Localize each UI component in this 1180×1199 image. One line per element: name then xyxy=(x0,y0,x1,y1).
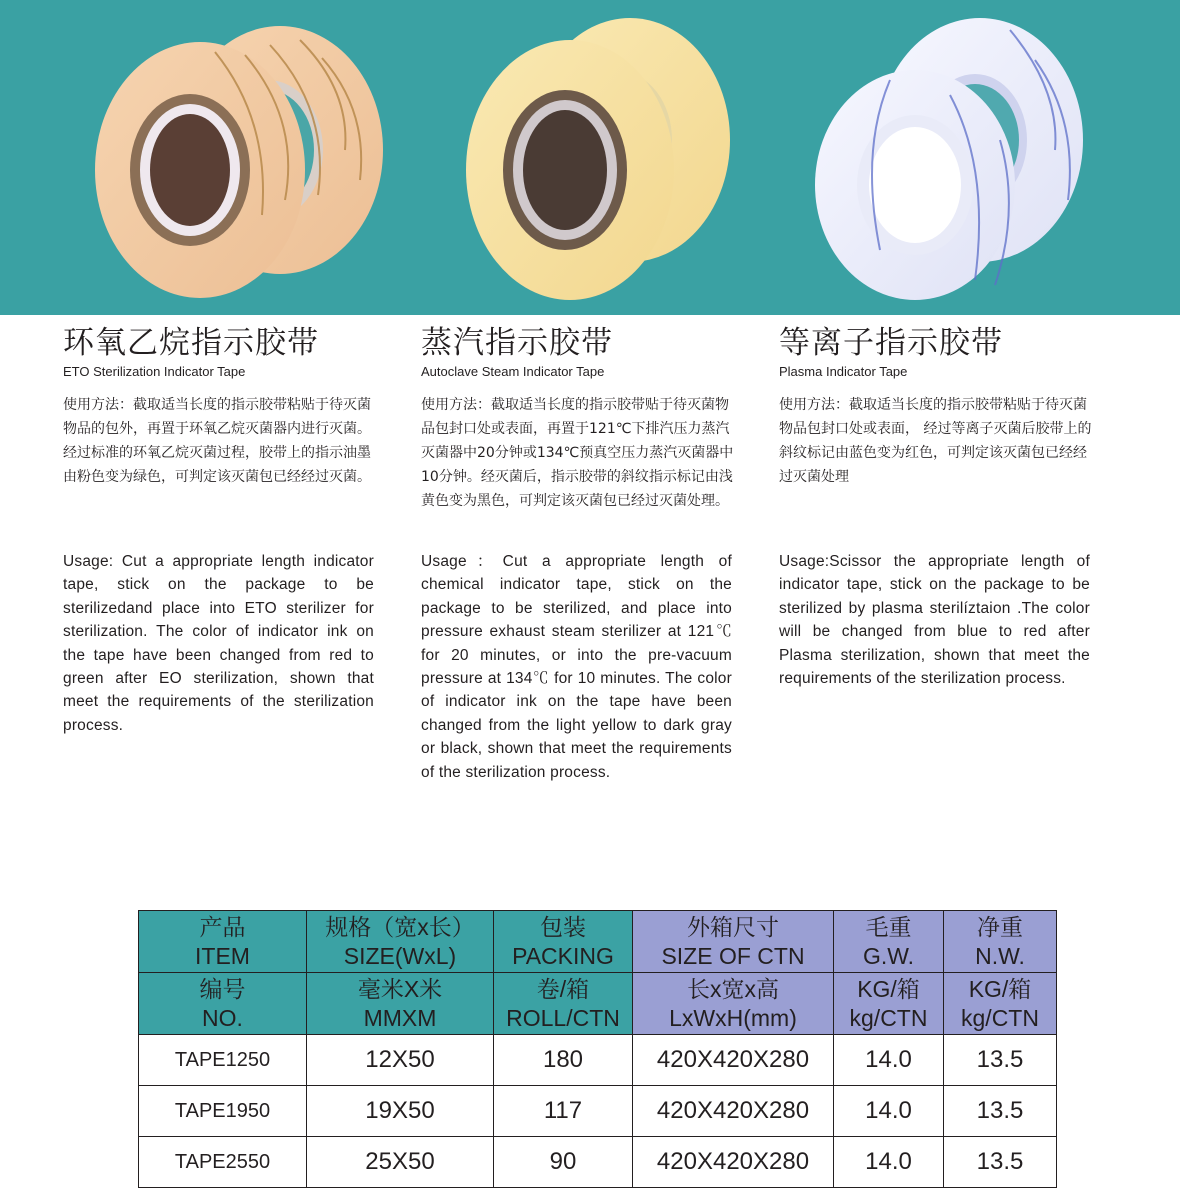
header-cell: 净重 N.W. xyxy=(944,911,1057,973)
product-photo-banner xyxy=(0,0,1180,315)
usage-en: Usage: Cut a appropriate length indicator tape, stick on the package to be sterilizedand place into ETO sterilizer for sterilization. The color of indicator ink on the tape have been changed from red to green after EO sterilization, shown that meet the requirements of the sterilization process. xyxy=(63,553,374,734)
header-cell: 长x宽x高 LxWxH(mm) xyxy=(633,973,834,1035)
cell-size: 19X50 xyxy=(307,1086,494,1137)
plasma-tape-rolls xyxy=(815,18,1083,300)
cell-packing: 117 xyxy=(494,1086,633,1137)
table-row xyxy=(139,1035,1057,1086)
cell-net-weight: 13.5 xyxy=(944,1035,1057,1086)
cell-item-no: TAPE1950 xyxy=(139,1086,307,1137)
usage-cn: 使用方法：截取适当长度的指示胶带粘贴于待灭菌物品的包外，再置于环氧乙烷灭菌器内进行灭菌。经过标准的环氧乙烷灭菌过程，胶带上的指示油墨由粉色变为绿色，可判定该灭菌包已经经过灭菌。 xyxy=(63,397,371,485)
header-cell: 产品 ITEM xyxy=(139,911,307,973)
header-cell: KG/箱 kg/CTN xyxy=(944,973,1057,1035)
usage-en: Usage：Cut a appropriate length of chemical indicator tape, stick on the package to be sterilized, and place into pressure exhaust steam sterilizer at 121℃ for 20 minutes, or into the pre-vacuum pressure at 134℃ for 10 minutes. The color of indicator ink on the tape have been changed from the light yellow to dark gray or black, shown that meet the requirements of the sterilization process. xyxy=(421,553,732,781)
cell-packing: 180 xyxy=(494,1035,633,1086)
header-cell: 包装 PACKING xyxy=(494,911,633,973)
specification-table xyxy=(138,910,1057,1188)
cell-item-no: TAPE2550 xyxy=(139,1137,307,1188)
header-cell: 毫米X米 MMXM xyxy=(307,973,494,1035)
product-eto xyxy=(63,322,381,734)
cell-carton-size: 420X420X280 xyxy=(633,1086,834,1137)
steam-tape-rolls xyxy=(466,18,730,300)
cell-size: 12X50 xyxy=(307,1035,494,1086)
product-plasma xyxy=(779,322,1097,688)
cell-packing: 90 xyxy=(494,1137,633,1188)
usage-en: Usage:Scissor the appropriate length of indicator tape, stick on the package to be sterilized by plasma sterilíztaion .The color will be changed from blue to red after Plasma sterilization, shown that meet the requirements of the sterilization process. xyxy=(779,553,1090,688)
header-cell: 外箱尺寸 SIZE OF CTN xyxy=(633,911,834,973)
header-cell: 卷/箱 ROLL/CTN xyxy=(494,973,633,1035)
header-cell: 毛重 G.W. xyxy=(834,911,944,973)
product-title-en: ETO Sterilization Indicator Tape xyxy=(63,364,246,379)
usage-cn: 使用方法：截取适当长度的指示胶带粘贴于待灭菌物品包封口处或表面， 经过等离子灭菌后胶带上的斜纹标记由蓝色变为红色，可判定该灭菌包已经经过灭菌处理 xyxy=(779,397,1092,485)
cell-net-weight: 13.5 xyxy=(944,1086,1057,1137)
product-title-cn: 蒸汽指示胶带 xyxy=(421,325,613,361)
cell-gross-weight: 14.0 xyxy=(834,1035,944,1086)
product-title-cn: 环氧乙烷指示胶带 xyxy=(63,325,319,361)
header-cell: KG/箱 kg/CTN xyxy=(834,973,944,1035)
cell-gross-weight: 14.0 xyxy=(834,1137,944,1188)
product-title-en: Plasma Indicator Tape xyxy=(779,364,908,379)
eto-tape-rolls xyxy=(95,26,383,298)
table-header-row xyxy=(139,973,1057,1035)
cell-carton-size: 420X420X280 xyxy=(633,1035,834,1086)
product-title-cn: 等离子指示胶带 xyxy=(779,325,1003,361)
table-header-row xyxy=(139,911,1057,973)
cell-size: 25X50 xyxy=(307,1137,494,1188)
table-row xyxy=(139,1086,1057,1137)
header-cell: 规格（宽x长） SIZE(WxL) xyxy=(307,911,494,973)
usage-cn: 使用方法：截取适当长度的指示胶带贴于待灭菌物品包封口处或表面，再置于121℃下排汽压力蒸汽灭菌器中20分钟或134℃预真空压力蒸汽灭菌器中10分钟。经灭菌后，指示胶带的斜纹指示标记由浅黄色变为黑色，可判定该灭菌包已经过灭菌处理。 xyxy=(421,397,734,509)
product-steam xyxy=(421,322,739,781)
header-cell: 编号 NO. xyxy=(139,973,307,1035)
cell-net-weight: 13.5 xyxy=(944,1137,1057,1188)
product-title-en: Autoclave Steam Indicator Tape xyxy=(421,364,605,379)
cell-gross-weight: 14.0 xyxy=(834,1086,944,1137)
tape-rolls-illustration xyxy=(0,0,1180,315)
cell-carton-size: 420X420X280 xyxy=(633,1137,834,1188)
cell-item-no: TAPE1250 xyxy=(139,1035,307,1086)
table-row xyxy=(139,1137,1057,1188)
